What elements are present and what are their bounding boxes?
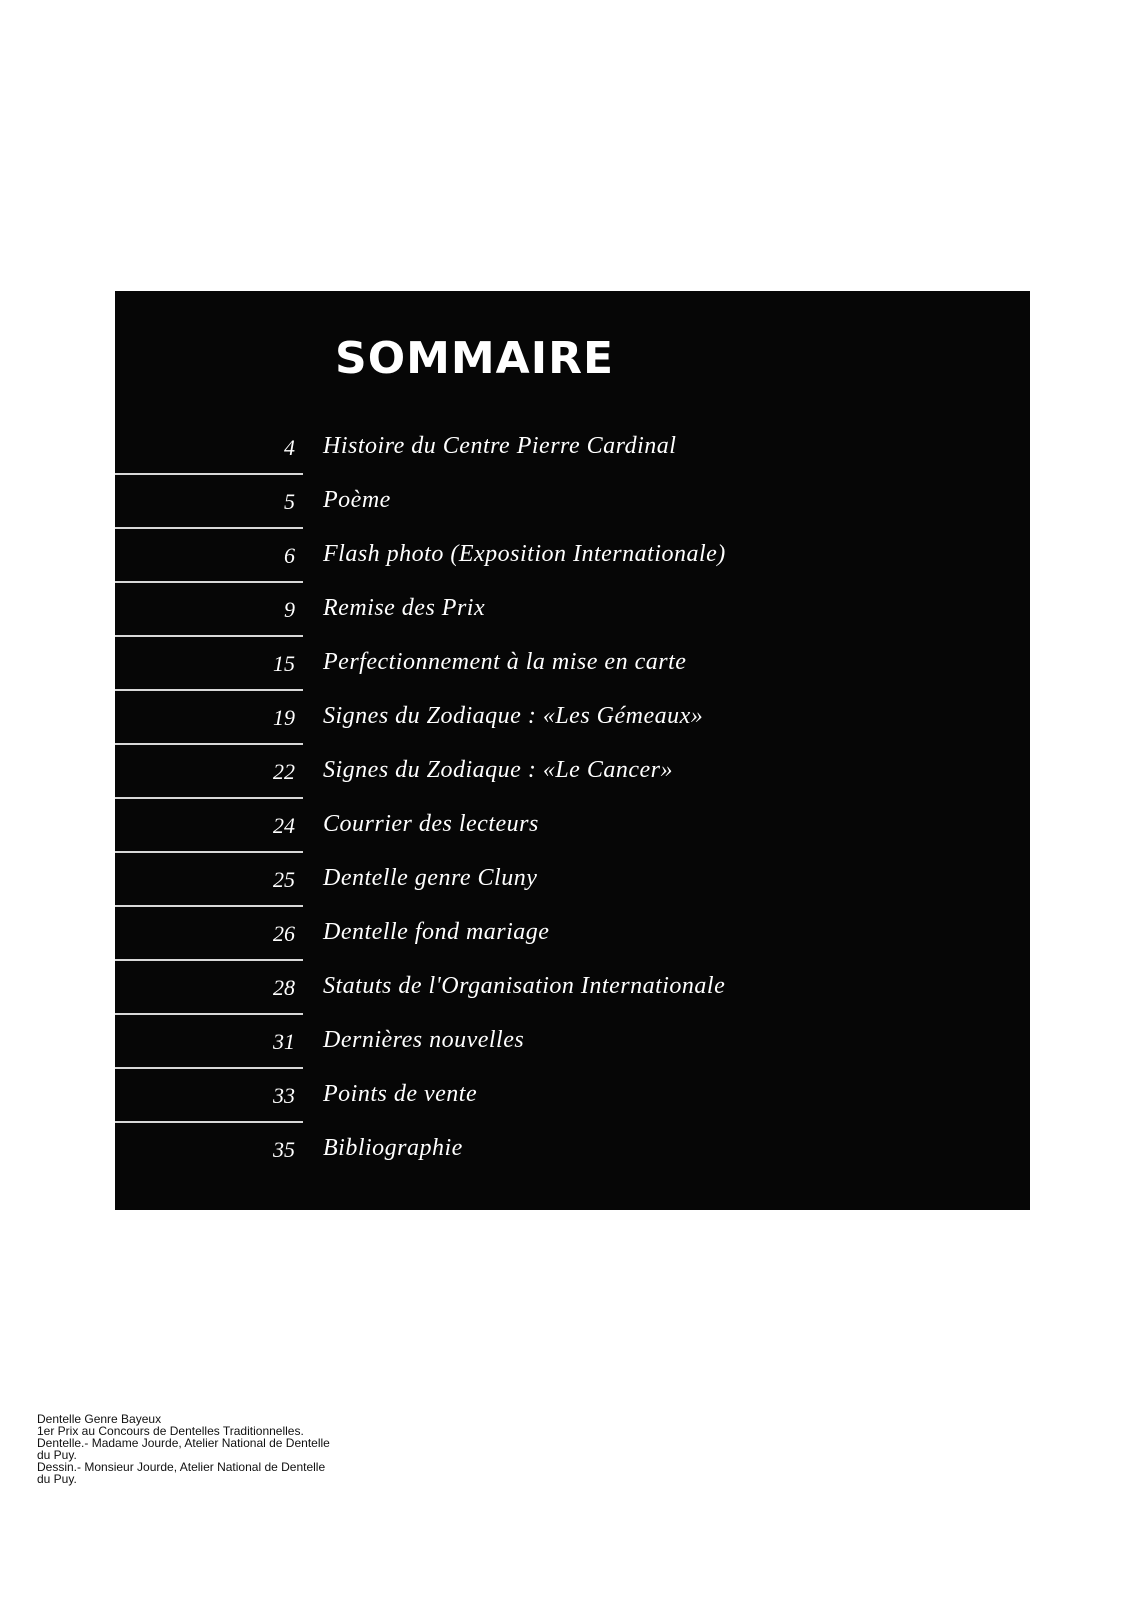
toc-entry[interactable] — [115, 855, 1030, 909]
toc-page-number: 35 — [273, 1137, 295, 1162]
toc-divider — [115, 959, 303, 961]
toc-entry-title: Perfectionnement à la mise en carte — [323, 649, 687, 675]
toc-divider — [115, 851, 303, 853]
toc-divider — [115, 689, 303, 691]
toc-entry-title: Signes du Zodiaque : «Les Gémeaux» — [323, 703, 704, 729]
caption-line: Dentelle Genre Bayeux — [37, 1412, 162, 1426]
toc-divider — [115, 797, 303, 799]
toc-divider — [115, 1013, 303, 1015]
toc-page-number: 9 — [284, 597, 295, 622]
caption-line: Dessin.- Monsieur Jourde, Atelier National de Dentelle — [37, 1460, 326, 1474]
caption-line: du Puy. — [37, 1448, 77, 1462]
toc-entry-title: Bibliographie — [323, 1135, 463, 1161]
toc-page-number: 25 — [273, 867, 295, 892]
toc-divider — [115, 905, 303, 907]
toc-entry-title: Dernières nouvelles — [323, 1027, 525, 1053]
toc-page-number: 28 — [273, 975, 295, 1000]
toc-page-number: 19 — [273, 705, 295, 730]
toc-entry[interactable] — [115, 585, 1030, 639]
toc-entry[interactable] — [115, 747, 1030, 801]
toc-divider — [115, 527, 303, 529]
toc-divider — [115, 1121, 303, 1123]
toc-entry[interactable] — [115, 693, 1030, 747]
toc-entry-title: Histoire du Centre Pierre Cardinal — [323, 433, 677, 459]
toc-entry[interactable] — [115, 639, 1030, 693]
caption-line: Dentelle.- Madame Jourde, Atelier National de Dentelle — [37, 1436, 330, 1450]
toc-entry-title: Signes du Zodiaque : «Le Cancer» — [323, 757, 673, 783]
toc-page-number: 6 — [284, 543, 295, 568]
toc-entry[interactable] — [115, 1125, 1030, 1179]
toc-divider — [115, 473, 303, 475]
toc-title: SOMMAIRE — [335, 333, 615, 384]
toc-entry[interactable] — [115, 423, 1030, 477]
toc-entry-title: Poème — [323, 487, 391, 513]
toc-entry[interactable] — [115, 801, 1030, 855]
toc-entry[interactable] — [115, 531, 1030, 585]
toc-entry-title: Points de vente — [323, 1081, 478, 1107]
toc-entry[interactable] — [115, 477, 1030, 531]
caption-line: du Puy. — [37, 1472, 77, 1486]
toc-divider — [115, 581, 303, 583]
toc-page-number: 15 — [273, 651, 295, 676]
toc-entry-title: Remise des Prix — [323, 595, 486, 621]
toc-page-number: 5 — [284, 489, 295, 514]
table-of-contents — [115, 291, 1030, 1210]
caption-line: 1er Prix au Concours de Dentelles Traditionnelles. — [37, 1424, 304, 1438]
toc-entry[interactable] — [115, 1071, 1030, 1125]
toc-page-number: 24 — [273, 813, 295, 838]
toc-entry-title: Dentelle fond mariage — [323, 919, 550, 945]
toc-page-number: 33 — [273, 1083, 295, 1108]
toc-entry[interactable] — [115, 909, 1030, 963]
toc-entry-title: Flash photo (Exposition Internationale) — [323, 541, 726, 567]
toc-divider — [115, 635, 303, 637]
toc-entry[interactable] — [115, 963, 1030, 1017]
toc-divider — [115, 743, 303, 745]
toc-page-number: 4 — [284, 435, 295, 460]
toc-entry-title: Dentelle genre Cluny — [323, 865, 538, 891]
toc-entry-title: Courrier des lecteurs — [323, 811, 539, 837]
toc-entry[interactable] — [115, 1017, 1030, 1071]
toc-page-number: 22 — [273, 759, 295, 784]
toc-divider — [115, 1067, 303, 1069]
photo-caption — [37, 1413, 457, 1485]
toc-entry-title: Statuts de l'Organisation Internationale — [323, 973, 726, 999]
toc-page-number: 31 — [273, 1029, 295, 1054]
toc-page-number: 26 — [273, 921, 295, 946]
